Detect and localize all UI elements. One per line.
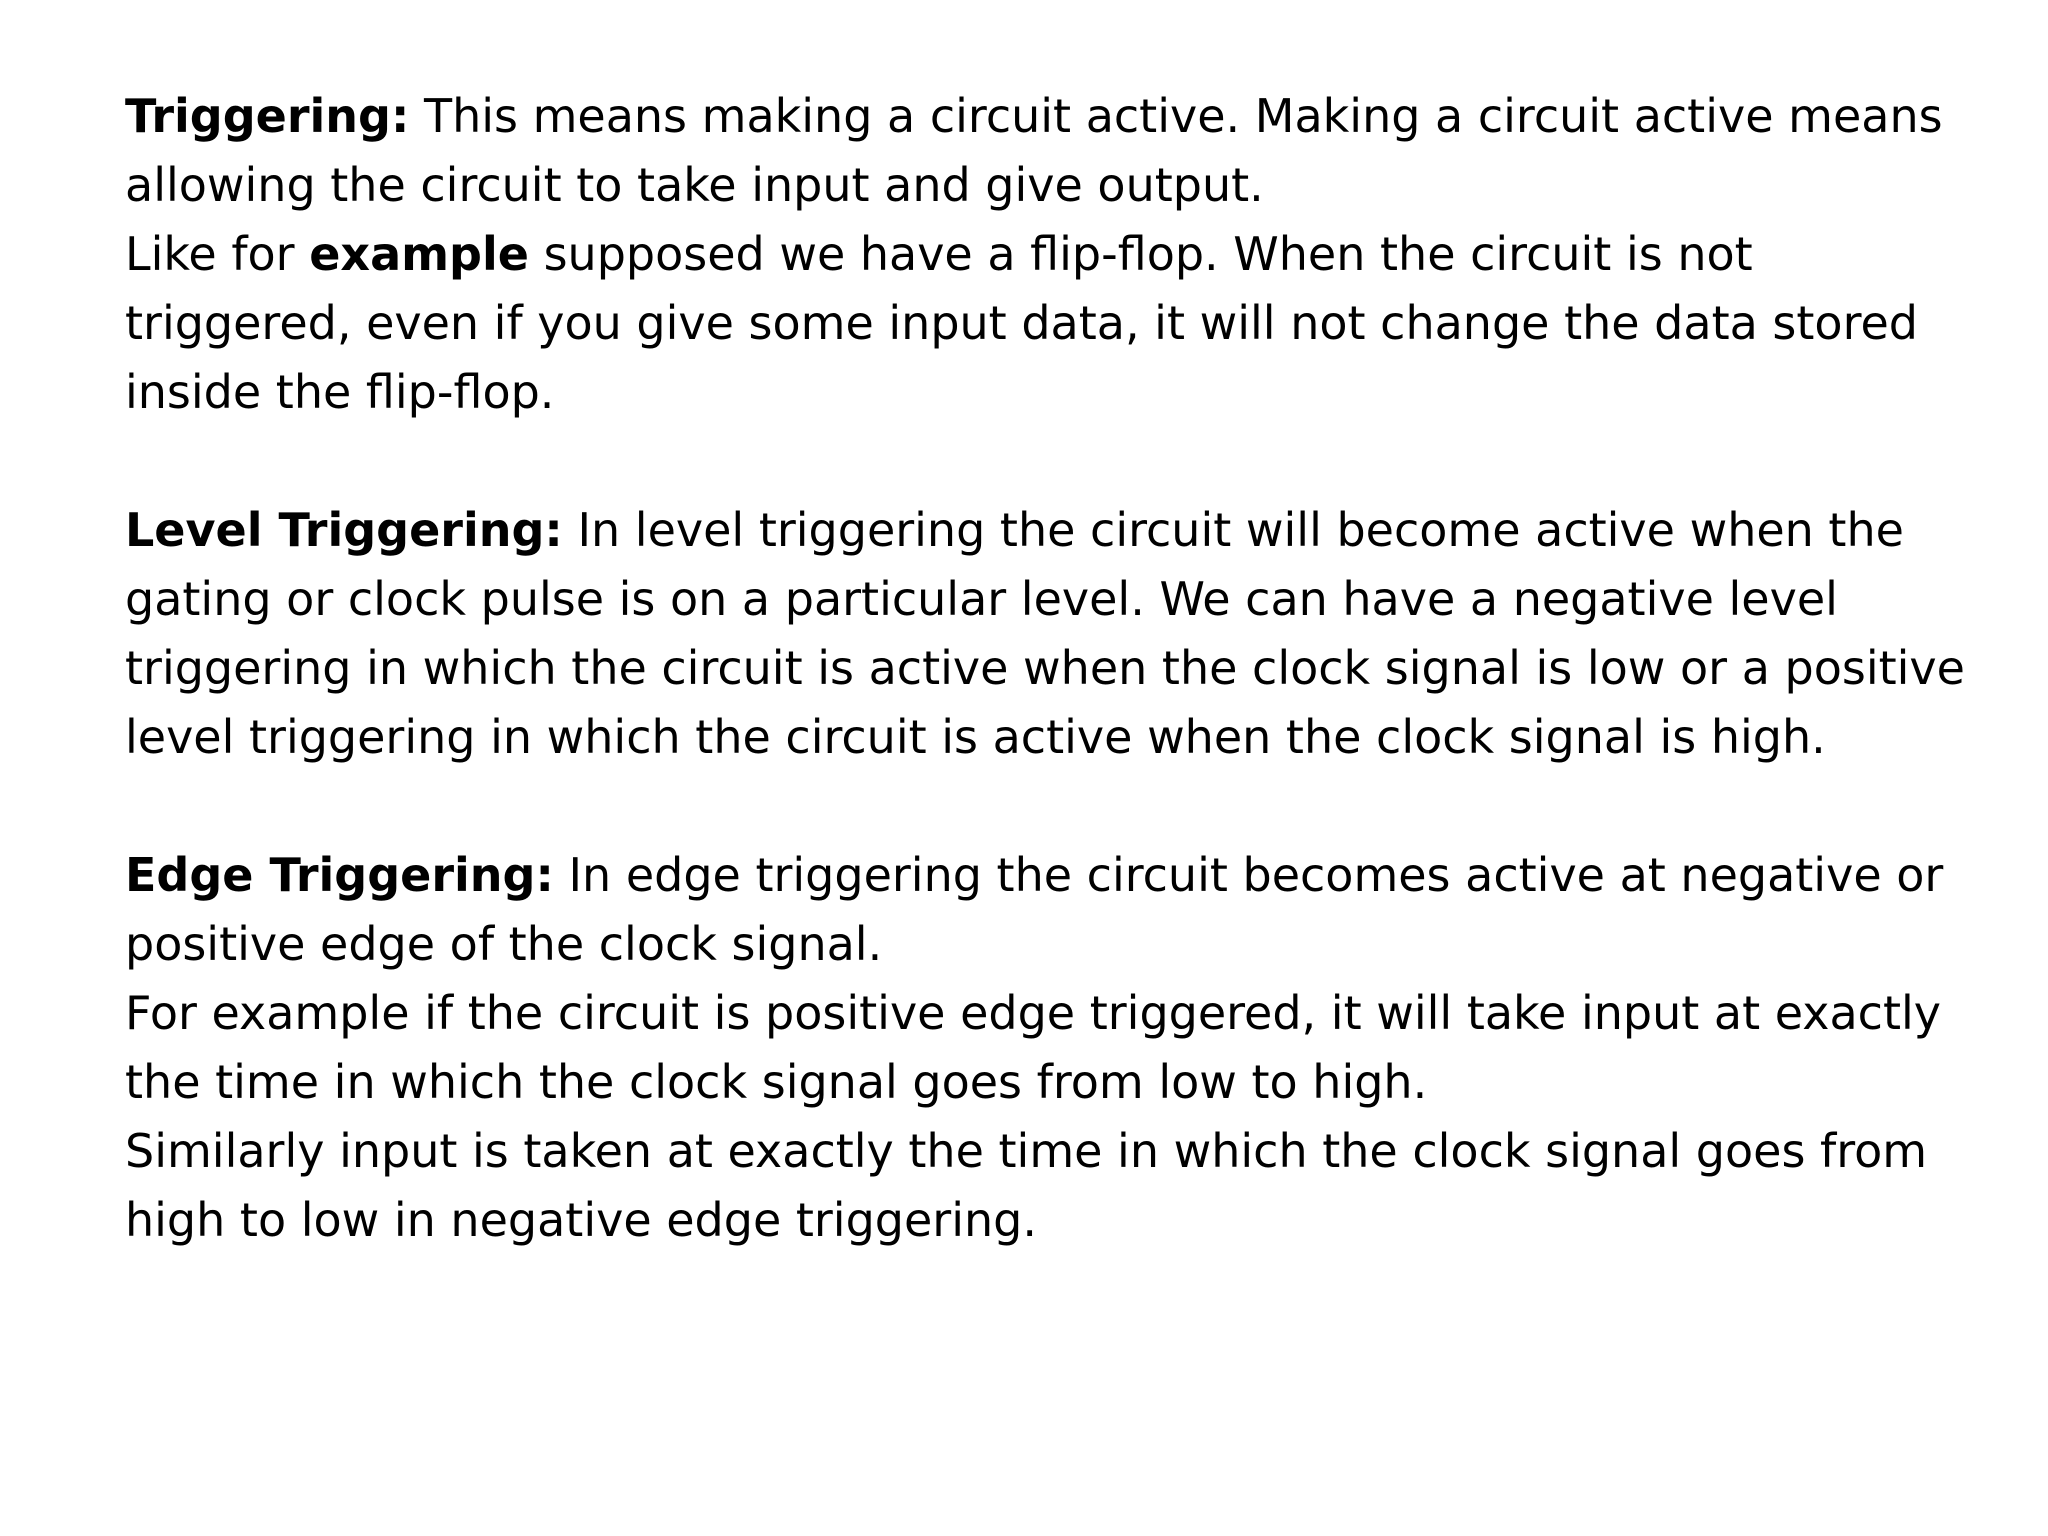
level-triggering-text: In level triggering the circuit will become active when the gating or clock pulse is on a particular level. We can have a negative level triggering in which the circuit is active when the clock signal is low or a positive level triggering in which the circuit is active when the clock signal is high. xyxy=(125,503,1965,764)
triggering-example xyxy=(125,220,1975,427)
edge-triggering-definition xyxy=(125,841,1975,979)
paragraph-spacer xyxy=(125,427,1975,496)
edge-triggering-positive-example: For example if the circuit is positive edge triggered, it will take input at exactly the time in which the clock signal goes from low to high. xyxy=(125,986,1941,1109)
edge-triggering-text: In edge triggering the circuit becomes active at negative or positive edge of the clock signal. xyxy=(125,848,1944,971)
triggering-text: This means making a circuit active. Making a circuit active means allowing the circuit to take input and give output. xyxy=(125,89,1943,212)
slide-body xyxy=(125,82,1975,1255)
edge-triggering-negative-example: Similarly input is taken at exactly the time in which the clock signal goes from high to low in negative edge triggering. xyxy=(125,1124,1928,1247)
triggering-definition xyxy=(125,82,1975,220)
triggering-example-pre: Like for xyxy=(125,227,310,281)
level-triggering-paragraph xyxy=(125,496,1975,772)
level-triggering-heading: Level Triggering: xyxy=(125,503,563,557)
triggering-example-post: supposed we have a flip-flop. When the circuit is not triggered, even if you give some input data, it will not change the data stored inside the flip-flop. xyxy=(125,227,1918,419)
triggering-example-bold: example xyxy=(309,227,529,281)
triggering-heading: Triggering: xyxy=(125,89,410,143)
edge-triggering-heading: Edge Triggering: xyxy=(125,848,554,902)
paragraph-spacer xyxy=(125,772,1975,841)
